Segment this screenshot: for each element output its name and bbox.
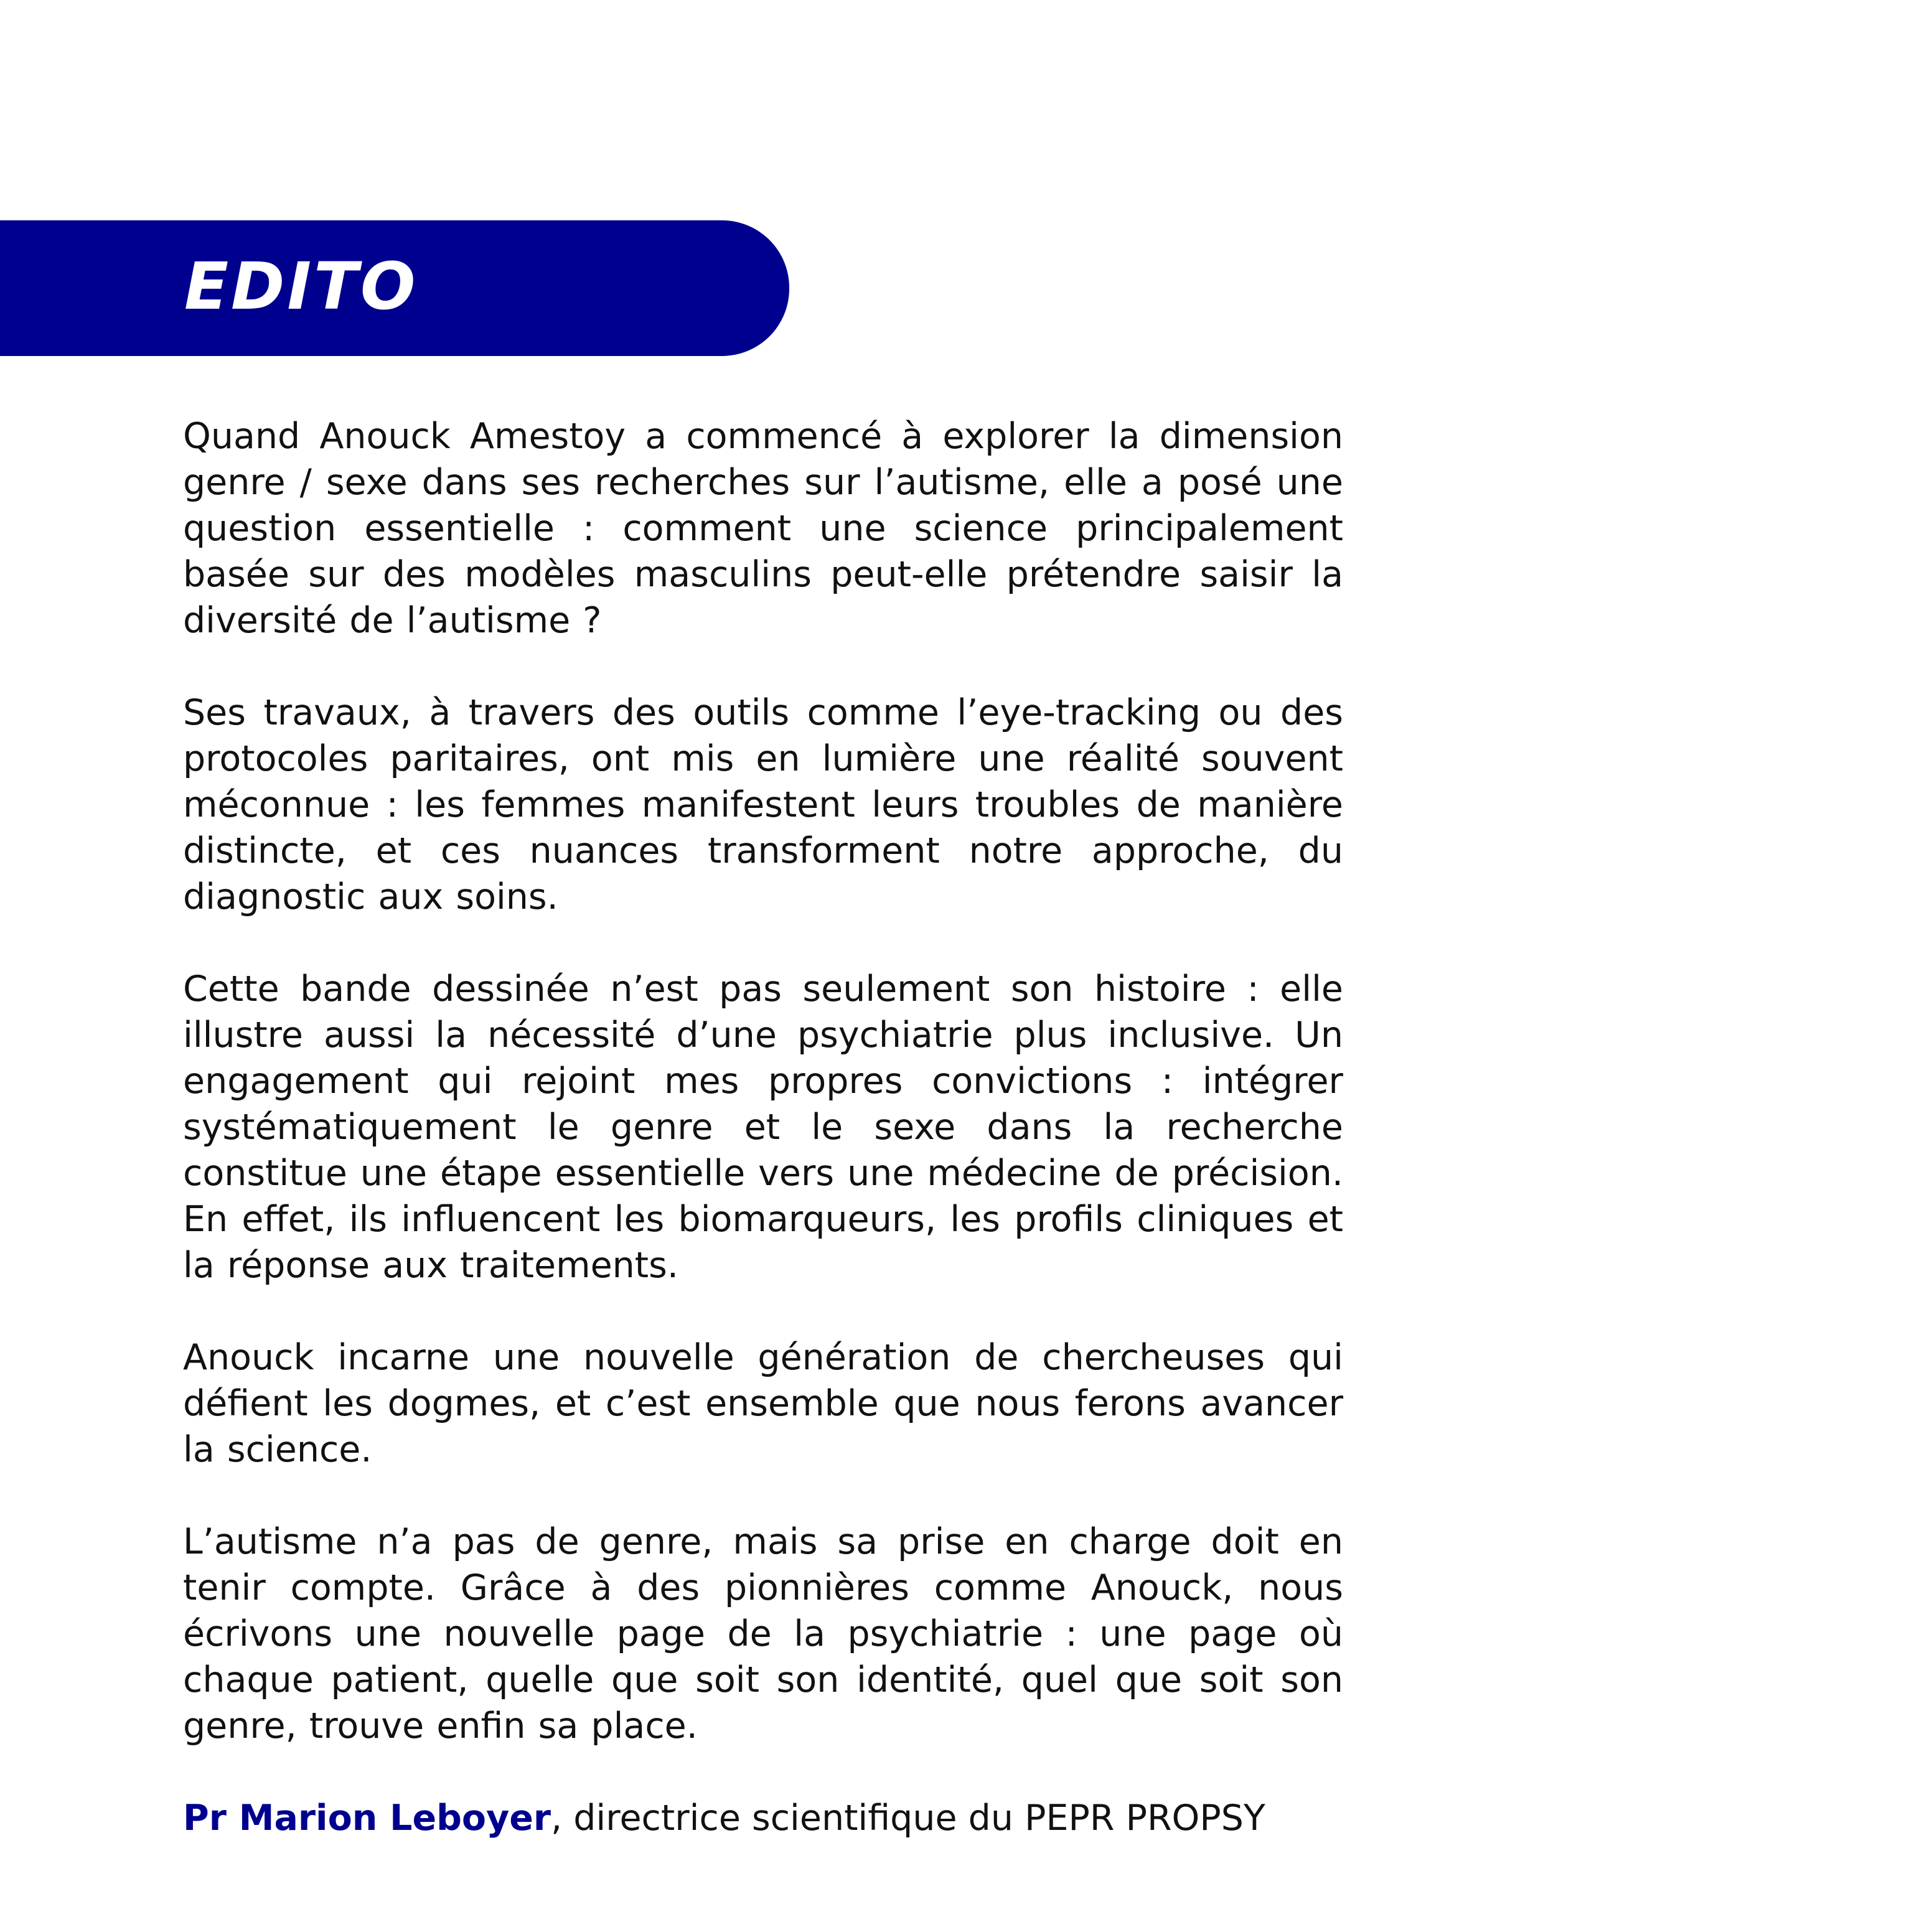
paragraph-1: Quand Anouck Amestoy a commencé à explorer la dimension genre / sexe dans ses recherches sur l’autisme, elle a posé une question essentielle : comment une science principalement basée sur des modèles masculins peut-elle prétendre saisir la diversité de l’autisme ? (183, 416, 1343, 641)
signature (183, 1795, 1343, 1841)
edito-body (183, 413, 1343, 1841)
paragraph-3: Cette bande dessinée n’est pas seulement son histoire : elle illustre aussi la nécessité d’une psychiatrie plus inclusive. Un engagement qui rejoint mes propres convictions : intégrer systématiquement le genre et le sexe dans la recherche constitue une étape essentielle vers une médecine de précision. En effet, ils influencent les biomarqueurs, les profils cliniques et la réponse aux traitements. (183, 968, 1343, 1286)
paragraph-5: L’autisme n’a pas de genre, mais sa prise en charge doit en tenir compte. Grâce à des pionnières comme Anouck, nous écrivons une nouvelle page de la psychiatrie : une page où chaque patient, quelle que soit son identité, quel que soit son genre, trouve enfin sa place. (183, 1521, 1343, 1747)
paragraph-2: Ses travaux, à travers des outils comme l’eye-tracking ou des protocoles paritaires, ont mis en lumière une réalité souvent méconnue : les femmes manifestent leurs troubles de manière distincte, et ces nuances transforment notre approche, du diagnostic aux soins. (183, 692, 1343, 917)
author-name: Pr Marion Leboyer (183, 1798, 551, 1839)
page-title: EDITO (184, 248, 418, 324)
author-role: , directrice scientifique du PEPR PROPSY (551, 1798, 1265, 1839)
paragraph-4: Anouck incarne une nouvelle génération de chercheuses qui défient les dogmes, et c’est ensemble que nous ferons avancer la science. (183, 1337, 1343, 1470)
